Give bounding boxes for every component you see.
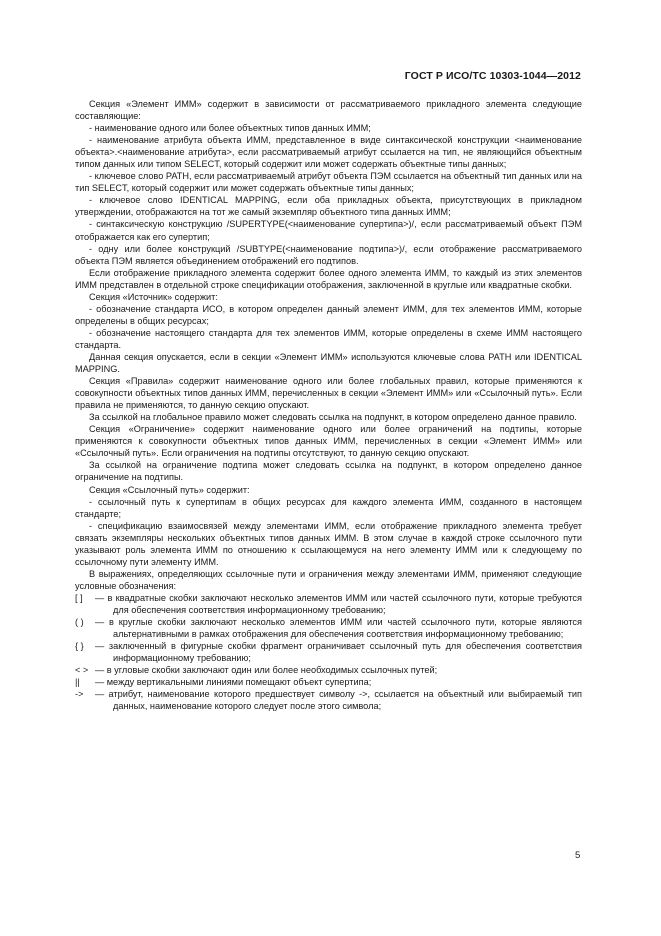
list-item: - одну или более конструкций /SUBTYPE(<наименование подтипа>)/, если отображение рассматриваемого объекта ПЭМ является объединением отображений его подтипов. xyxy=(75,243,582,266)
list-item: - синтаксическую конструкцию /SUPERTYPE(<наименование супертипа>)/, если рассматриваемый объект ПЭМ отображается как его супертип; xyxy=(75,219,582,242)
notation-item xyxy=(75,592,582,616)
paragraph: За ссылкой на ограничение подтипа может следовать ссылка на подпункт, в котором определено данное ограничение на подтипы. xyxy=(75,460,582,483)
notation-text: — в угловые скобки заключают один или более необходимых ссылочных путей; xyxy=(95,665,438,676)
list-item: - обозначение настоящего стандарта для тех элементов ИММ, которые определены в схеме ИММ настоящего стандарта. xyxy=(75,327,582,350)
notation-symbol: || xyxy=(75,677,80,688)
list-item: - наименование атрибута объекта ИММ, представленное в виде синтаксической конструкции <наименование объекта>.<наименование атрибута>, если рассматриваемый атрибут ссылается на тип, не являющийся объектным типом данных или типом SELECT, который содержит или может содержать объектные типы данных; xyxy=(75,135,582,170)
paragraph: Секция «Ссылочный путь» содержит: xyxy=(89,484,250,495)
notation-symbol: -> xyxy=(75,689,84,700)
notation-symbol: ( ) xyxy=(75,617,84,628)
document-header: ГОСТ Р ИСО/ТС 10303-1044—2012 xyxy=(404,70,581,82)
document-body xyxy=(75,98,582,712)
list-item: - ключевое слово IDENTICAL MAPPING, если оба прикладных объекта, присутствующих в прикладном утверждении, отображаются на тот же самый экземпляр объектного типа данных ИММ; xyxy=(75,195,582,218)
notation-item xyxy=(75,640,582,664)
page-number: 5 xyxy=(575,850,581,861)
notation-item xyxy=(75,664,582,676)
notation-text: — атрибут, наименование которого предшествует символу ->, ссылается на объектный или выбираемый тип данных, наименование которого следует после этого символа; xyxy=(95,689,582,712)
list-item: - спецификацию взаимосвязей между элементами ИММ, если отображение прикладного элемента требует связать экземпляры нескольких объектных типов данных ИММ. В этом случае в каждой строке ссылочного пути указывают роль элемента ИММ по отношению к ссылающемуся на него элементу ИММ или к следующему по ссылочному пути элементу ИММ. xyxy=(75,520,582,567)
notation-symbol: [ ] xyxy=(75,592,83,603)
notation-item xyxy=(75,616,582,640)
notation-text: — между вертикальными линиями помещают объект супертипа; xyxy=(95,677,372,688)
notation-text: — заключенный в фигурные скобки фрагмент ограничивает ссылочный путь для обеспечения соответствия информационному требованию; xyxy=(95,641,582,664)
paragraph: Секция «Источник» содержит: xyxy=(89,291,218,302)
notation-text: — в круглые скобки заключают несколько элементов ИММ или частей ссылочного пути, которые являются альтернативными в рамках отображения для обеспечения соответствия информационному требованию; xyxy=(95,617,582,640)
notation-item xyxy=(75,688,582,712)
notation-text: — в квадратные скобки заключают несколько элементов ИММ или частей ссылочного пути, которые требуются для обеспечения соответствия информационному требованию; xyxy=(95,592,582,615)
notation-symbol: { } xyxy=(75,641,84,652)
paragraph: Данная секция опускается, если в секции «Элемент ИММ» используются ключевые слова PATH или IDENTICAL MAPPING. xyxy=(75,351,582,375)
notation-item xyxy=(75,676,582,688)
paragraph: Секция «Элемент ИММ» содержит в зависимости от рассматриваемого прикладного элемента следующие составляющие: xyxy=(75,99,582,122)
list-item: - ключевое слово PATH, если рассматриваемый атрибут объекта ПЭМ ссылается на объектный тип данных или на тип SELECT, который содержит или может содержать объектные типы данных; xyxy=(75,171,582,194)
list-item: - ссылочный путь к супертипам в общих ресурсах для каждого элемента ИММ, созданного в настоящем стандарте; xyxy=(75,496,582,519)
paragraph: Секция «Правила» содержит наименование одного или более глобальных правил, которые применяются к совокупности объектных типов данных ИММ, перечисленных в секции «Элемент ИММ» или «Ссылочный путь». Если правила не применяются, то данную секцию опускают. xyxy=(75,376,582,411)
notation-symbol: < > xyxy=(75,665,89,676)
paragraph: За ссылкой на глобальное правило может следовать ссылка на подпункт, в котором определено данное правило. xyxy=(89,412,577,423)
paragraph: В выражениях, определяющих ссылочные пути и ограничения между элементами ИММ, применяют следующие условные обозначения: xyxy=(75,568,582,591)
list-item: - наименование одного или более объектных типов данных ИММ; xyxy=(89,123,371,134)
list-item: - обозначение стандарта ИСО, в котором определен данный элемент ИММ, для тех элементов ИММ, которые определены в общих ресурсах; xyxy=(75,303,582,326)
paragraph: Секция «Ограничение» содержит наименование одного или более ограничений на подтипы, которые применяются к совокупности объектных типов данных ИММ, перечисленных в секции «Элемент ИММ» или «Ссылочный путь». Если ограничения на подтипы отсутствуют, то данную секцию опускают. xyxy=(75,424,582,459)
paragraph: Если отображение прикладного элемента содержит более одного элемента ИММ, то каждый из этих элементов ИММ представлен в отдельной строке спецификации отображения, заключенной в круглые или квадратные скобки. xyxy=(75,267,582,290)
